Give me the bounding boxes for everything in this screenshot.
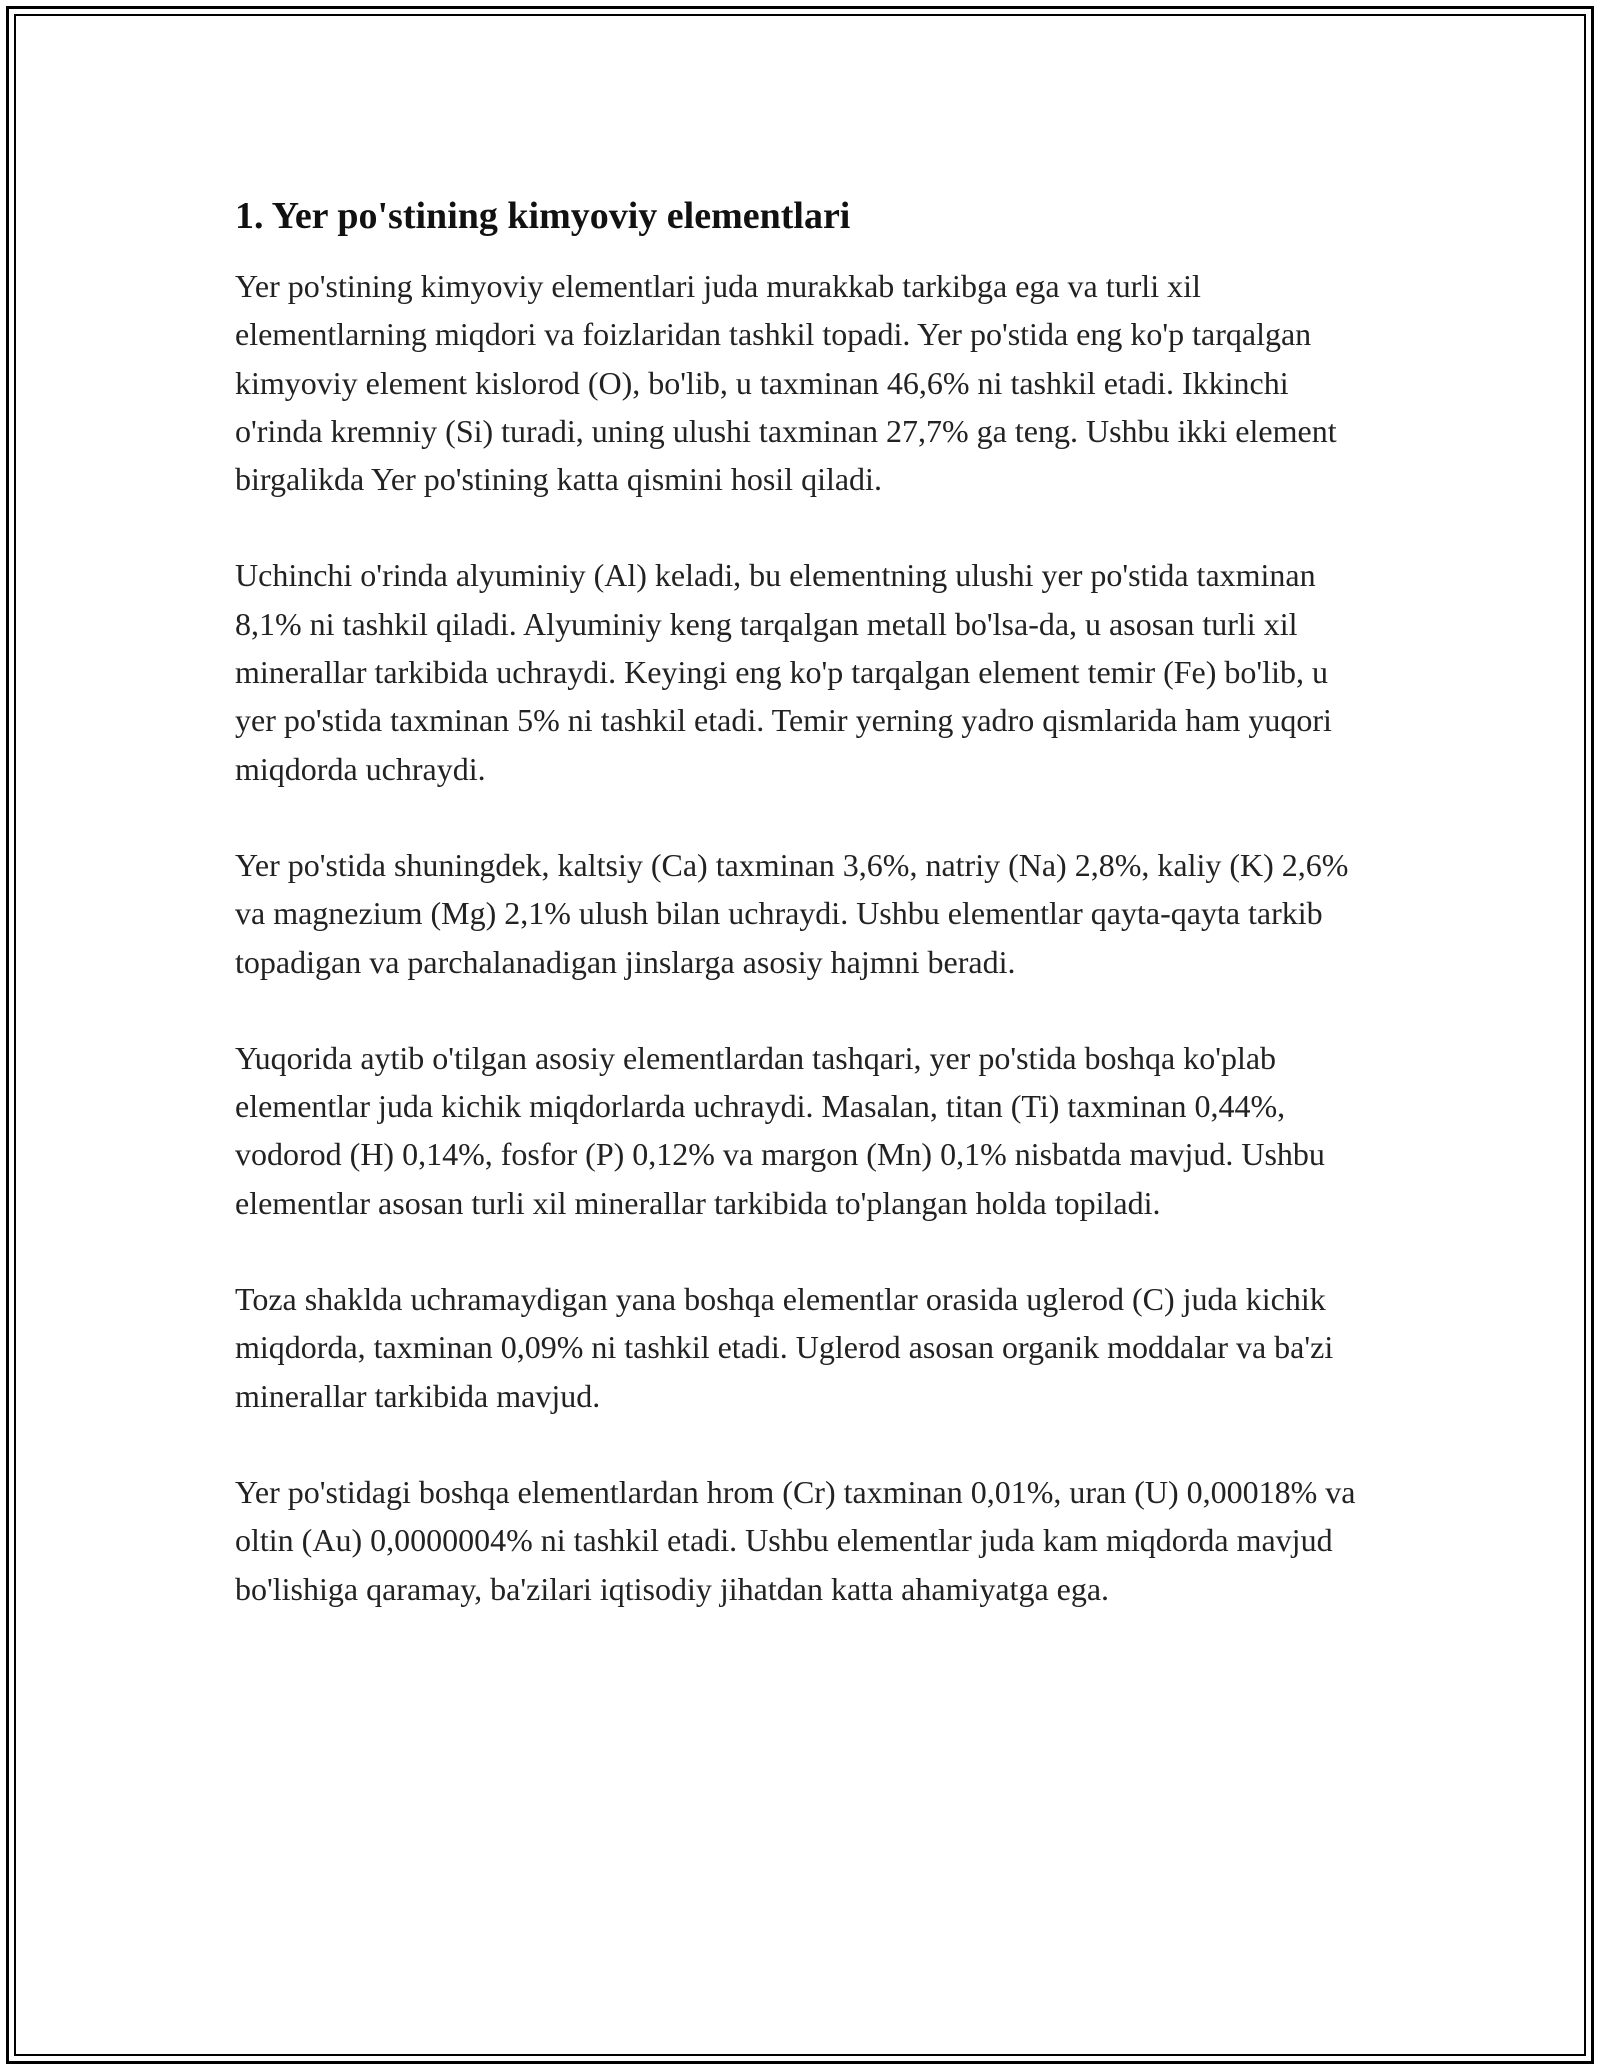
paragraph-2: Uchinchi o'rinda alyuminiy (Al) keladi, bu elementning ulushi yer po'stida taxminan 8,1% ni tashkil qiladi. Alyuminiy keng tarqalgan metall bo'lsa-da, u asosan turli xil minerallar tarkibida uchraydi. Keyingi eng ko'p tarqalgan element temir (Fe) bo'lib, u yer po'stida taxminan 5% ni tashkil etadi. Temir yerning yadro qismlarida ham yuqori miqdorda uchraydi. [235, 557, 1332, 787]
section-heading: 1. Yer po'stining kimyoviy elementlari [235, 195, 851, 237]
document-body [235, 180, 1375, 1661]
paragraph-3: Yer po'stida shuningdek, kaltsiy (Ca) taxminan 3,6%, natriy (Na) 2,8%, kaliy (K) 2,6% va magnezium (Mg) 2,1% ulush bilan uchraydi. Ushbu elementlar qayta-qayta tarkib topadigan va parchalanadigan jinslarga asosiy hajmni beradi. [235, 846, 1349, 980]
paragraph-1: Yer po'stining kimyoviy elementlari juda murakkab tarkibga ega va turli xil elementlarning miqdori va foizlaridan tashkil topadi. Yer po'stida eng ko'p tarqalgan kimyoviy element kislorod (O), bo'lib, u taxminan 46,6% ni tashkil etadi. Ikkinchi o'rinda kremniy (Si) turadi, uning ulushi taxminan 27,7% ga teng. Ushbu ikki element birgalikda Yer po'stining katta qismini hosil qiladi. [235, 268, 1337, 498]
paragraph-5: Toza shaklda uchramaydigan yana boshqa elementlar orasida uglerod (C) juda kichik miqdorda, taxminan 0,09% ni tashkil etadi. Uglerod asosan organik moddalar va ba'zi minerallar tarkibida mavjud. [235, 1281, 1334, 1414]
paragraph-4: Yuqorida aytib o'tilgan asosiy elementlardan tashqari, yer po'stida boshqa ko'plab elementlar juda kichik miqdorlarda uchraydi. Masalan, titan (Ti) taxminan 0,44%, vodorod (H) 0,14%, fosfor (P) 0,12% va margon (Mn) 0,1% nisbatda mavjud. Ushbu elementlar asosan turli xil minerallar tarkibida to'plangan holda topiladi. [235, 1039, 1325, 1221]
paragraph-6: Yer po'stidagi boshqa elementlardan hrom (Cr) taxminan 0,01%, uran (U) 0,00018% va oltin (Au) 0,0000004% ni tashkil etadi. Ushbu elementlar juda kam miqdorda mavjud bo'lishiga qaramay, ba'zilari iqtisodiy jihatdan katta ahamiyatga ega. [235, 1473, 1356, 1607]
